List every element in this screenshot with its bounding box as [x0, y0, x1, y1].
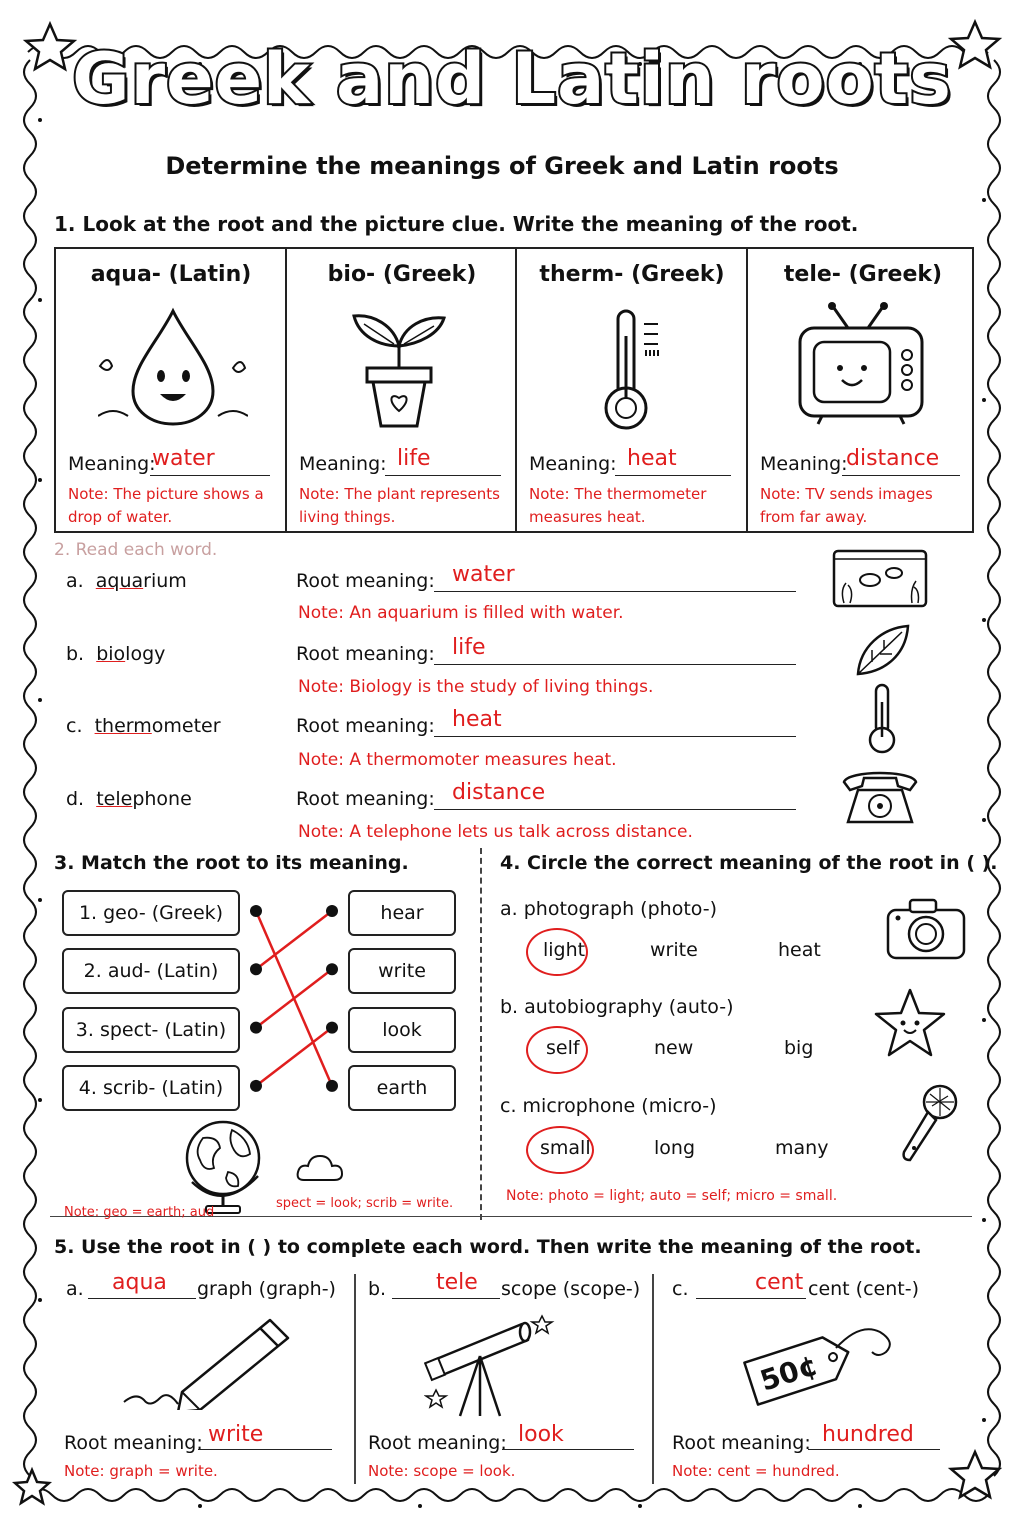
root-name: aqua- (Latin)	[90, 262, 252, 287]
root-meaning-answer: hundred	[822, 1422, 914, 1447]
option-many[interactable]: many	[775, 1137, 829, 1159]
microphone-icon	[892, 1082, 962, 1166]
root-card-therm	[517, 248, 747, 530]
page-subtitle: Determine the meanings of Greek and Latin roots	[165, 152, 839, 180]
answer-line	[808, 1449, 940, 1450]
smiling-star-icon	[872, 986, 948, 1060]
camera-icon	[884, 896, 968, 962]
meaning-answer: heat	[627, 446, 677, 471]
word-telephone: d. telephone	[66, 788, 192, 810]
section-divider	[480, 848, 482, 1220]
meaning-label: Meaning:	[299, 453, 387, 475]
cloud-icon	[296, 1150, 346, 1184]
tag-price: 50¢	[756, 1348, 822, 1398]
root-meaning-answer: heat	[452, 707, 502, 732]
option-small[interactable]: small	[540, 1137, 591, 1159]
thermometer-icon	[602, 306, 662, 436]
item-letter: a.	[66, 1278, 84, 1300]
match-dot	[326, 1022, 338, 1034]
root-meaning-answer: water	[452, 562, 515, 587]
telescope-icon	[424, 1312, 560, 1420]
globe-icon	[178, 1116, 268, 1216]
answer-line	[502, 1449, 634, 1450]
word-note: Note: An aquarium is filled with water.	[298, 603, 624, 623]
card-note: Note: The thermometer measures heat.	[529, 485, 707, 526]
answer-line	[434, 664, 796, 665]
word-thermometer: c. thermometer	[66, 715, 221, 737]
match-dot	[326, 1080, 338, 1092]
meaning-answer: distance	[846, 446, 940, 471]
answer-line	[615, 475, 731, 476]
meaning-answer: life	[397, 446, 431, 471]
question-prompt: b. autobiography (auto-)	[500, 996, 734, 1018]
root-meaning-answer: life	[452, 635, 486, 660]
answer-line	[434, 809, 796, 810]
word-note: Note: A telephone lets us talk across distance.	[298, 822, 693, 842]
meaning-box[interactable]: write	[348, 948, 456, 994]
option-light[interactable]: light	[543, 939, 586, 961]
root-meaning-label: Root meaning:	[296, 570, 435, 592]
television-icon	[796, 300, 926, 425]
price-tag-icon	[740, 1312, 910, 1412]
small-star-icon	[532, 1316, 552, 1333]
root-meaning-answer: distance	[452, 780, 546, 805]
section-divider	[652, 1274, 654, 1484]
section4-heading: 4. Circle the correct meaning of the root in ( ).	[500, 852, 998, 874]
fill-answer: tele	[436, 1270, 478, 1295]
root-meaning-label: Root meaning:	[296, 715, 435, 737]
root-box[interactable]: 2. aud- (Latin)	[62, 948, 240, 994]
root-card-bio	[287, 248, 517, 530]
option-new[interactable]: new	[654, 1037, 694, 1059]
item-note: Note: graph = write.	[64, 1462, 218, 1480]
root-card-aqua	[56, 248, 286, 530]
answer-line	[434, 591, 796, 592]
section3-heading: 3. Match the root to its meaning.	[54, 852, 409, 874]
word-suffix: cent (cent-)	[808, 1278, 919, 1300]
word-biology: b. biology	[66, 643, 166, 665]
option-big[interactable]: big	[784, 1037, 814, 1059]
question-prompt: c. microphone (micro-)	[500, 1095, 717, 1117]
page-title: Greek and Latin roots	[72, 38, 952, 120]
section3-note-right: spect = look; scrib = write.	[276, 1196, 454, 1211]
meaning-label: Meaning:	[529, 453, 617, 475]
section-divider	[354, 1274, 356, 1484]
section1-heading: 1. Look at the root and the picture clue. Write the meaning of the root.	[54, 212, 859, 236]
root-name: tele- (Greek)	[783, 262, 943, 287]
pencil-icon	[120, 1314, 300, 1410]
answer-line	[198, 1449, 332, 1450]
answer-line	[842, 475, 960, 476]
section4-note: Note: photo = light; auto = self; micro = small.	[506, 1188, 838, 1204]
option-write[interactable]: write	[650, 939, 698, 961]
root-meaning-label: Root meaning:	[296, 643, 435, 665]
answer-line	[385, 475, 501, 476]
match-dot	[250, 1022, 262, 1034]
match-lines	[240, 890, 350, 1110]
option-self[interactable]: self	[546, 1037, 580, 1059]
meaning-box[interactable]: look	[348, 1007, 456, 1053]
meaning-label: Meaning:	[68, 453, 156, 475]
corner-star-icon	[15, 1470, 49, 1503]
item-note: Note: scope = look.	[368, 1462, 516, 1480]
root-name: therm- (Greek)	[539, 262, 725, 287]
match-dot	[250, 1080, 262, 1092]
fill-answer: aqua	[112, 1270, 167, 1295]
root-meaning-label: Root meaning:	[64, 1432, 203, 1454]
option-long[interactable]: long	[654, 1137, 696, 1159]
telephone-icon	[838, 764, 922, 828]
meaning-answer: water	[152, 446, 215, 471]
word-note: Note: Biology is the study of living things.	[298, 677, 654, 697]
question-prompt: a. photograph (photo-)	[500, 898, 718, 920]
match-dot	[326, 905, 338, 917]
root-meaning-answer: write	[208, 1422, 264, 1447]
answer-line	[88, 1298, 196, 1299]
answer-line	[696, 1298, 806, 1299]
root-meaning-label: Root meaning:	[672, 1432, 811, 1454]
match-dot	[250, 905, 262, 917]
card-note: Note: TV sends images from far away.	[760, 485, 933, 526]
section3-note: Note: geo = earth; aud	[64, 1205, 215, 1220]
option-heat[interactable]: heat	[778, 939, 821, 961]
small-star-icon	[426, 1390, 446, 1407]
match-dot	[326, 963, 338, 975]
word-aquarium: a. aquarium	[66, 570, 187, 592]
card-note: Note: The plant represents living things.	[299, 485, 500, 526]
root-meaning-label: Root meaning:	[368, 1432, 507, 1454]
answer-line	[434, 736, 796, 737]
leaf-icon	[852, 622, 912, 678]
water-drop-icon	[98, 306, 248, 426]
item-letter: c.	[672, 1278, 689, 1300]
section5-heading: 5. Use the root in ( ) to complete each word. Then write the meaning of the root.	[54, 1236, 922, 1258]
item-note: Note: cent = hundred.	[672, 1462, 840, 1480]
section2-heading: 2. Read each word.	[54, 540, 218, 560]
plant-pot-icon	[349, 306, 449, 431]
thermometer-icon	[864, 682, 900, 754]
meaning-box[interactable]: hear	[348, 890, 456, 936]
root-box[interactable]: 3. spect- (Latin)	[62, 1007, 240, 1053]
root-card-tele	[748, 248, 978, 530]
meaning-label: Meaning:	[760, 453, 848, 475]
answer-line	[392, 1298, 500, 1299]
root-name: bio- (Greek)	[327, 262, 477, 287]
word-note: Note: A thermomoter measures heat.	[298, 750, 617, 770]
word-suffix: scope (scope-)	[501, 1278, 641, 1300]
root-box[interactable]: 4. scrib- (Latin)	[62, 1065, 240, 1111]
root-box[interactable]: 1. geo- (Greek)	[62, 890, 240, 936]
aquarium-icon	[830, 545, 930, 610]
root-meaning-answer: look	[518, 1422, 564, 1447]
answer-line	[150, 475, 270, 476]
match-dot	[250, 963, 262, 975]
item-letter: b.	[368, 1278, 387, 1300]
root-meaning-label: Root meaning:	[296, 788, 435, 810]
card-note: Note: The picture shows a drop of water.	[68, 485, 264, 526]
fill-answer: cent	[755, 1270, 804, 1295]
match-line	[256, 969, 332, 1027]
word-suffix: graph (graph-)	[197, 1278, 336, 1300]
meaning-box[interactable]: earth	[348, 1065, 456, 1111]
